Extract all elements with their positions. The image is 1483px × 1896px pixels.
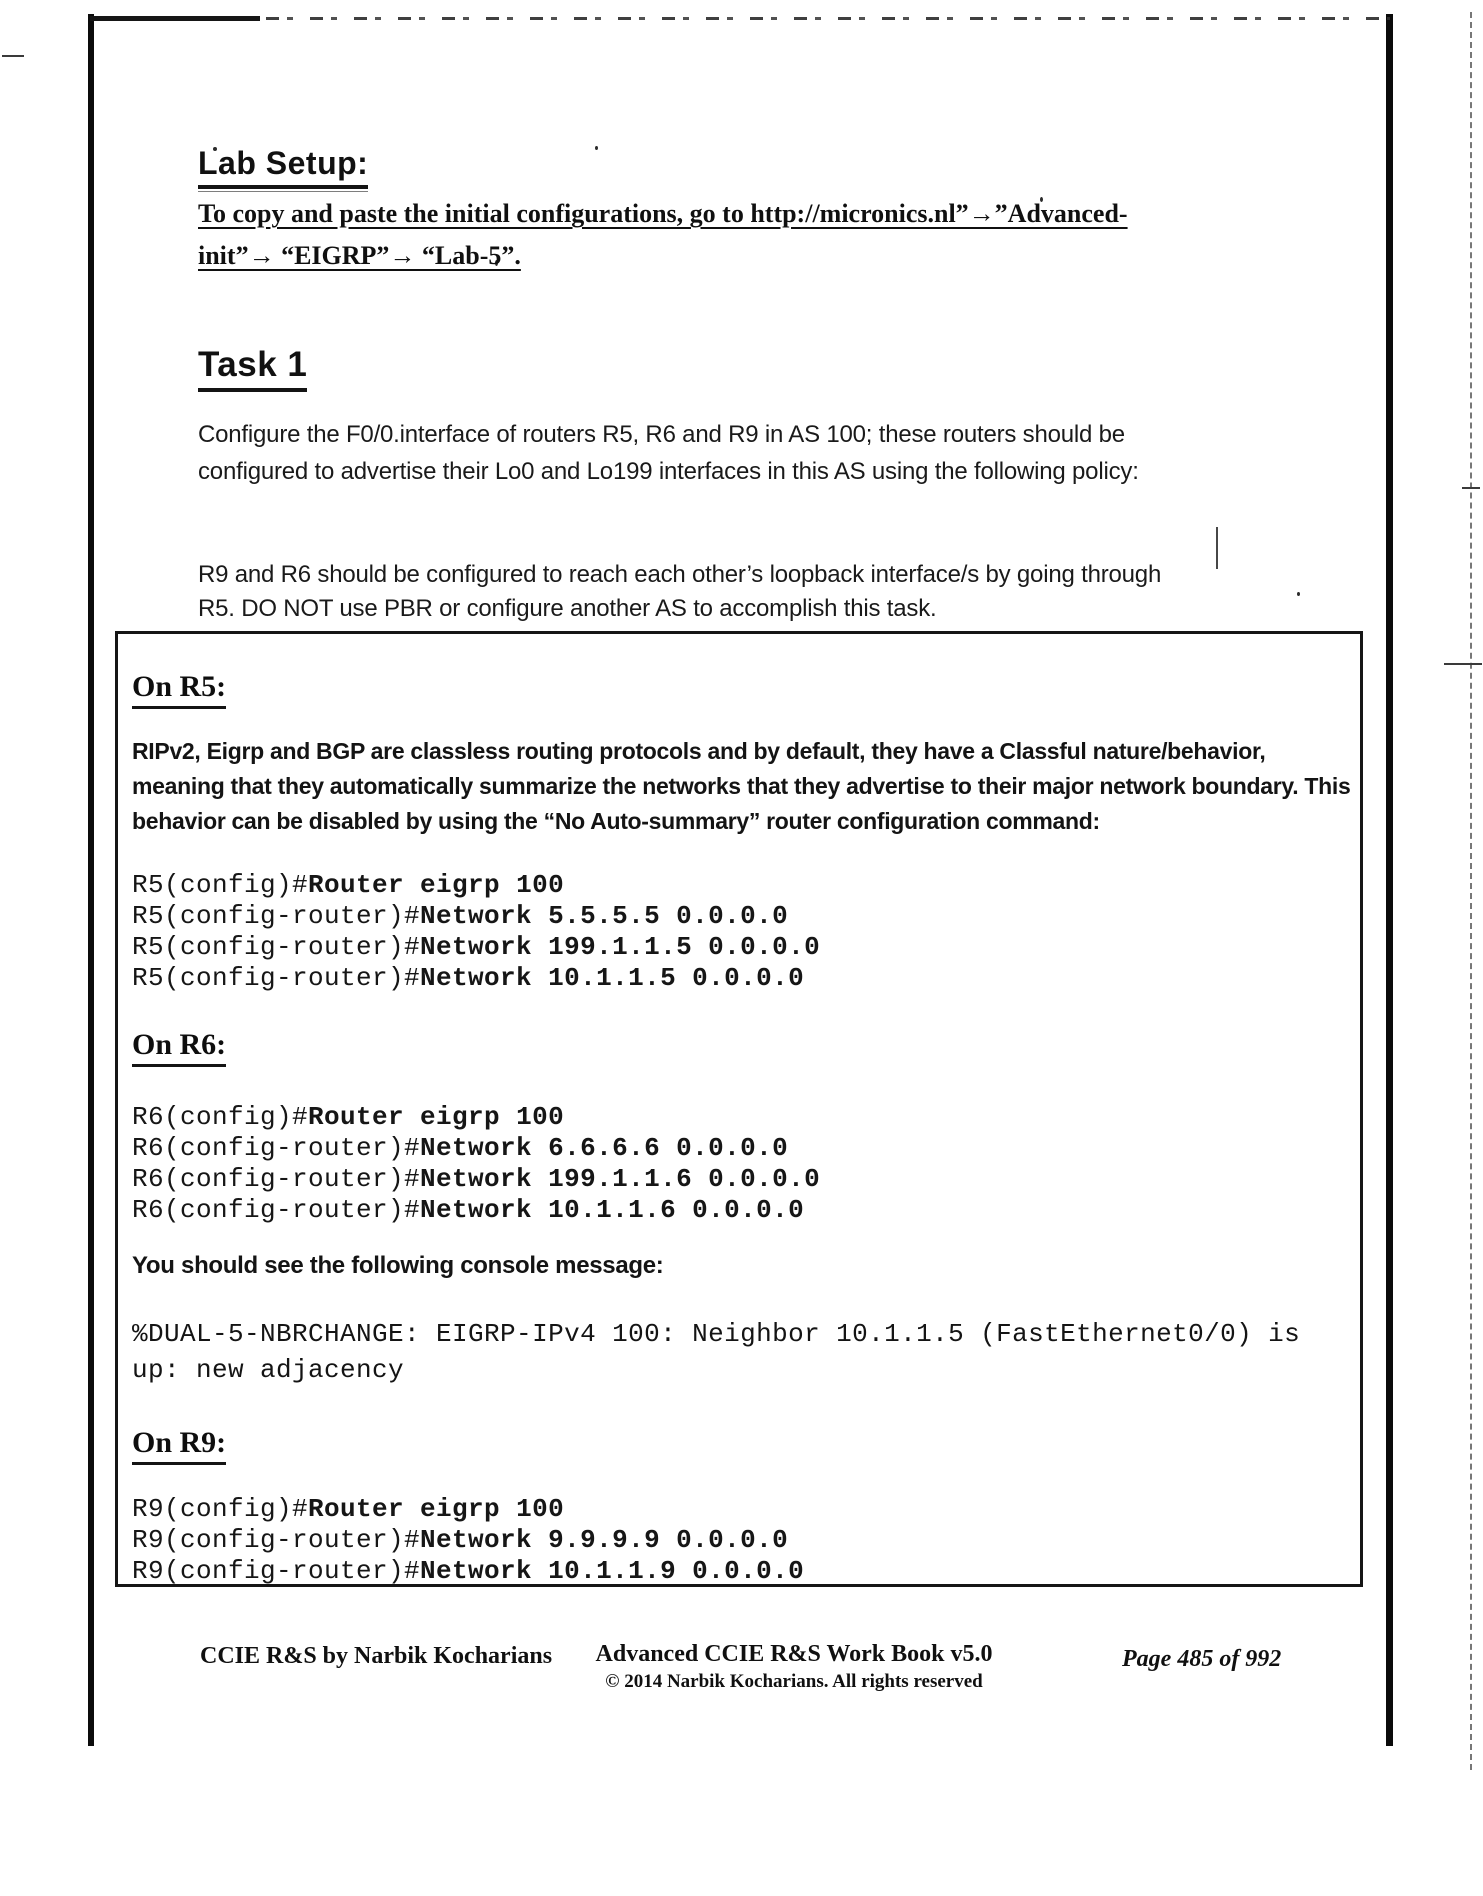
cli-command: Network 5.5.5.5 0.0.0.0 [420,901,789,931]
cli-prompt: R9(config)# [132,1494,309,1524]
lab-setup-instructions-line2: init”→ “EIGRP”→ “Lab-5”. [198,241,521,270]
footer-book-title: Advanced CCIE R&S Work Book v5.0 [595,1641,993,1667]
cli-command: Router eigrp 100 [308,1102,565,1132]
r5-code-block [132,870,820,994]
scan-artifact-top-dashed-line [90,17,1390,20]
cli-command: Network 10.1.1.9 0.0.0.0 [420,1556,805,1586]
footer-page-number: Page 485 of 992 [1122,1646,1282,1672]
cli-command: Router eigrp 100 [308,870,565,900]
cli-prompt: R6(config)# [132,1102,309,1132]
cli-line [132,932,820,963]
cli-command: Network 9.9.9.9 0.0.0.0 [420,1525,789,1555]
footer-book-info [568,1641,1020,1693]
lab-setup-title: Lab Setup: [198,145,368,189]
cli-line [132,870,820,901]
cli-command: Router eigrp 100 [308,1494,565,1524]
on-r9-heading: On R9: [132,1426,226,1465]
cli-command: Network 6.6.6.6 0.0.0.0 [420,1133,789,1163]
r6-code-block [132,1102,820,1226]
cli-line [132,1195,820,1226]
cli-line [132,1494,804,1525]
scan-artifact-speck [2,55,24,57]
scan-artifact-vertical-tick [1216,527,1218,569]
cli-prompt: R9(config-router)# [132,1556,421,1586]
cli-prompt: R9(config-router)# [132,1525,421,1555]
on-r5-heading: On R5: [132,670,226,709]
footer-copyright: © 2014 Narbik Kocharians. All rights reserved [605,1671,983,1692]
console-line: up: new adjacency [132,1355,405,1385]
cli-line [132,1525,804,1556]
scan-artifact-speck [1444,663,1482,665]
task1-paragraph-2: R9 and R6 should be configured to reach each other’s loopback interface/s by going through R5. DO NOT use PBR or configure another AS to accomplish this task. [198,561,1162,622]
scan-artifact-speck [595,146,598,150]
cli-command: Network 199.1.1.6 0.0.0.0 [420,1164,821,1194]
console-line: %DUAL-5-NBRCHANGE: EIGRP-IPv4 100: Neighbor 10.1.1.5 (FastEthernet0/0) is [132,1319,1301,1349]
cli-prompt: R5(config)# [132,870,309,900]
task1-title: Task 1 [198,345,307,392]
cli-prompt: R5(config-router)# [132,901,421,931]
cli-line [132,1133,820,1164]
console-message-label: You should see the following console message: [132,1252,664,1279]
cli-line [132,1164,820,1195]
scan-artifact-speck [1462,487,1480,489]
solution-box [115,631,1363,1587]
page-border-left [88,14,94,1746]
lab-setup-instructions-line1: To copy and paste the initial configurations, go to http://micronics.nl”→”Advanced- [198,199,1128,228]
on-r6-heading: On R6: [132,1028,226,1067]
cli-line [132,1102,820,1133]
scan-artifact-speck [1297,592,1300,596]
console-message [132,1316,1300,1388]
task1-paragraph-1: Configure the F0/0.interface of routers R5, R6 and R9 in AS 100; these routers should be configured to advertise their Lo0 and Lo199 interfaces in this AS using the following policy: [198,421,1139,485]
page-border-right [1386,14,1393,1746]
cli-command: Network 10.1.1.5 0.0.0.0 [420,963,805,993]
footer-author: CCIE R&S by Narbik Kocharians [200,1643,553,1669]
scan-artifact-right-dashed-line [1470,12,1472,1770]
cli-prompt: R6(config-router)# [132,1195,421,1225]
cli-line [132,1556,804,1587]
cli-prompt: R6(config-router)# [132,1133,421,1163]
cli-line [132,901,820,932]
cli-prompt: R5(config-router)# [132,932,421,962]
cli-line [132,963,820,994]
r9-code-block [132,1494,804,1587]
cli-command: Network 10.1.1.6 0.0.0.0 [420,1195,805,1225]
lab-setup-instructions [198,193,1128,277]
cli-prompt: R6(config-router)# [132,1164,421,1194]
scan-artifact-top-solid-segment [90,16,260,21]
cli-command: Network 199.1.1.5 0.0.0.0 [420,932,821,962]
cli-prompt: R5(config-router)# [132,963,421,993]
r5-note: RIPv2, Eigrp and BGP are classless routing protocols and by default, they have a Classful nature/behavior, meaning that they automatically summarize the networks that they advertise to their major network boundary. This behavior can be disabled by using the “No Auto-summary” router configuration command: [132,738,1351,834]
